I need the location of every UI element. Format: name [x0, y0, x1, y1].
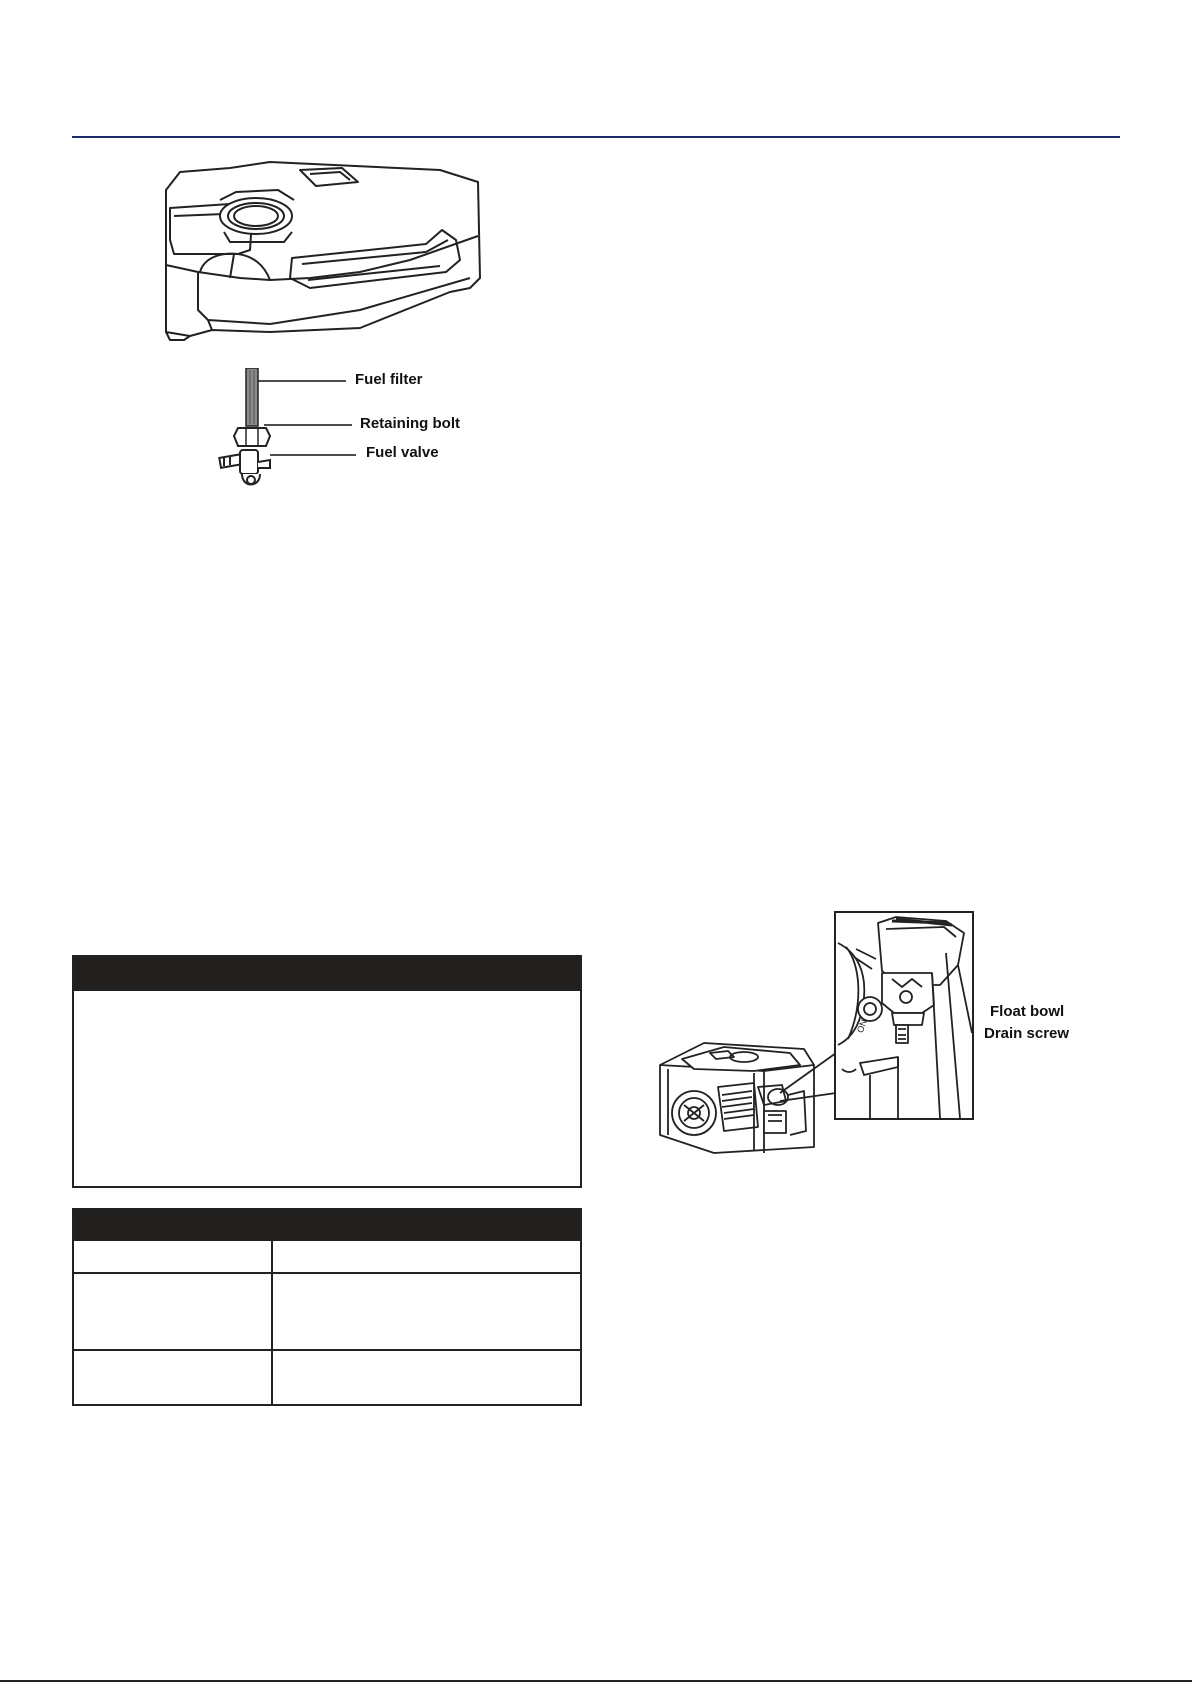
svg-text:ON: ON [854, 1018, 870, 1035]
table-row [74, 1351, 580, 1404]
header-rule [72, 136, 1120, 138]
label-retaining-bolt: Retaining bolt [360, 415, 460, 432]
label-fuel-filter: Fuel filter [355, 371, 423, 388]
label-fuel-valve: Fuel valve [366, 444, 439, 461]
spec-table-header [74, 1210, 580, 1241]
footer-rule [0, 1680, 1192, 1682]
label-float-bowl: Float bowl [990, 1003, 1065, 1020]
table-row [74, 1274, 580, 1349]
fuel-tank-figure [160, 160, 490, 490]
spec-table [72, 1208, 582, 1406]
carburetor-detail-frame [834, 911, 974, 1120]
fuel-tank-leader-lines [160, 160, 490, 490]
carburetor-detail-illustration [836, 913, 972, 1118]
notice-box-header [74, 957, 580, 991]
label-drain-screw: Drain screw [984, 1025, 1070, 1042]
notice-box [72, 955, 582, 1188]
table-row [74, 1241, 580, 1272]
